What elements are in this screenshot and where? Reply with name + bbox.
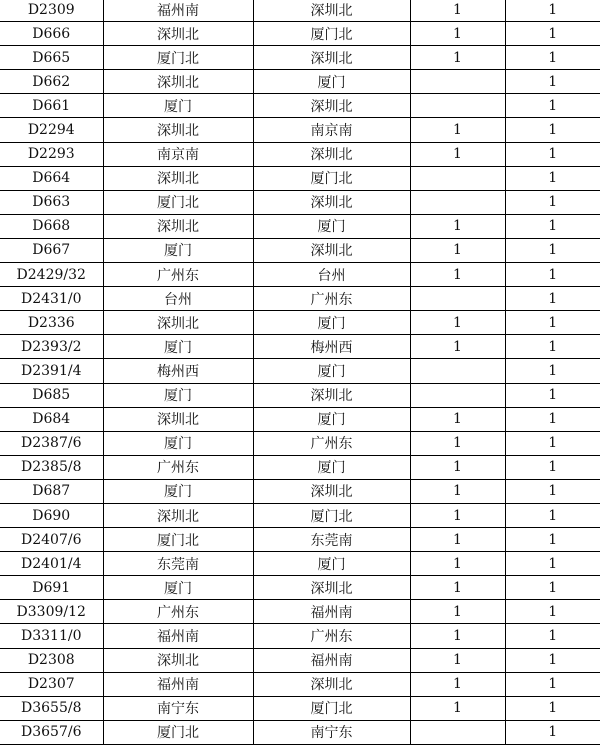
arrival-station-cell: 深圳北 (253, 142, 410, 166)
departure-station-cell: 厦门 (103, 383, 253, 407)
arrival-station-cell: 广州东 (253, 287, 410, 311)
departure-station-cell: 福州南 (103, 0, 253, 22)
train-number-cell: D2429/32 (0, 263, 103, 287)
count-a-cell: 1 (410, 118, 505, 142)
count-b-cell: 1 (505, 624, 600, 648)
departure-station-cell: 深圳北 (103, 311, 253, 335)
count-b-cell: 1 (505, 600, 600, 624)
count-b-cell: 1 (505, 22, 600, 46)
count-b-cell: 1 (505, 238, 600, 262)
table-row (0, 624, 600, 648)
arrival-station-cell: 台州 (253, 263, 410, 287)
count-a-cell: 1 (410, 0, 505, 22)
arrival-station-cell: 厦门 (253, 455, 410, 479)
table-row (0, 46, 600, 70)
train-number-cell: D685 (0, 383, 103, 407)
count-b-cell: 1 (505, 359, 600, 383)
arrival-station-cell: 厦门 (253, 214, 410, 238)
count-a-cell (410, 94, 505, 118)
departure-station-cell: 厦门北 (103, 720, 253, 744)
count-b-cell: 1 (505, 552, 600, 576)
arrival-station-cell: 福州南 (253, 648, 410, 672)
count-b-cell: 1 (505, 214, 600, 238)
arrival-station-cell: 东莞南 (253, 528, 410, 552)
arrival-station-cell: 深圳北 (253, 190, 410, 214)
departure-station-cell: 福州南 (103, 672, 253, 696)
table-row (0, 263, 600, 287)
departure-station-cell: 厦门北 (103, 190, 253, 214)
departure-station-cell: 厦门 (103, 479, 253, 503)
count-b-cell: 1 (505, 263, 600, 287)
table-row (0, 166, 600, 190)
count-b-cell: 1 (505, 287, 600, 311)
train-number-cell: D667 (0, 238, 103, 262)
count-a-cell: 1 (410, 576, 505, 600)
count-a-cell: 1 (410, 22, 505, 46)
train-number-cell: D2336 (0, 311, 103, 335)
count-a-cell: 1 (410, 624, 505, 648)
train-number-cell: D691 (0, 576, 103, 600)
count-a-cell: 1 (410, 214, 505, 238)
arrival-station-cell: 厦门 (253, 70, 410, 94)
count-a-cell (410, 70, 505, 94)
arrival-station-cell: 厦门北 (253, 166, 410, 190)
count-a-cell: 1 (410, 431, 505, 455)
count-b-cell: 1 (505, 431, 600, 455)
departure-station-cell: 南京南 (103, 142, 253, 166)
count-b-cell: 1 (505, 335, 600, 359)
train-number-cell: D662 (0, 70, 103, 94)
count-b-cell: 1 (505, 118, 600, 142)
table-row (0, 479, 600, 503)
count-a-cell (410, 287, 505, 311)
train-number-cell: D684 (0, 407, 103, 431)
table-row (0, 311, 600, 335)
table-row (0, 214, 600, 238)
count-b-cell: 1 (505, 70, 600, 94)
count-b-cell: 1 (505, 46, 600, 70)
table-row (0, 238, 600, 262)
count-a-cell (410, 166, 505, 190)
table-row (0, 407, 600, 431)
departure-station-cell: 厦门 (103, 576, 253, 600)
departure-station-cell: 深圳北 (103, 70, 253, 94)
table-row (0, 431, 600, 455)
count-a-cell (410, 359, 505, 383)
arrival-station-cell: 厦门北 (253, 503, 410, 527)
count-a-cell: 1 (410, 335, 505, 359)
count-a-cell (410, 720, 505, 744)
count-a-cell: 1 (410, 238, 505, 262)
count-a-cell: 1 (410, 696, 505, 720)
count-b-cell: 1 (505, 503, 600, 527)
arrival-station-cell: 福州南 (253, 600, 410, 624)
train-number-cell: D3309/12 (0, 600, 103, 624)
departure-station-cell: 东莞南 (103, 552, 253, 576)
departure-station-cell: 厦门北 (103, 528, 253, 552)
arrival-station-cell: 南京南 (253, 118, 410, 142)
departure-station-cell: 深圳北 (103, 214, 253, 238)
train-number-cell: D3311/0 (0, 624, 103, 648)
table-row (0, 672, 600, 696)
train-number-cell: D663 (0, 190, 103, 214)
count-a-cell: 1 (410, 600, 505, 624)
table-row (0, 118, 600, 142)
arrival-station-cell: 深圳北 (253, 238, 410, 262)
table-row (0, 648, 600, 672)
count-b-cell: 1 (505, 672, 600, 696)
count-a-cell: 1 (410, 552, 505, 576)
train-number-cell: D690 (0, 503, 103, 527)
table-row (0, 600, 600, 624)
count-b-cell: 1 (505, 407, 600, 431)
count-b-cell: 1 (505, 720, 600, 744)
count-a-cell: 1 (410, 142, 505, 166)
table-row (0, 383, 600, 407)
train-number-cell: D3655/8 (0, 696, 103, 720)
train-number-cell: D2391/4 (0, 359, 103, 383)
train-number-cell: D2307 (0, 672, 103, 696)
count-b-cell: 1 (505, 648, 600, 672)
arrival-station-cell: 广州东 (253, 624, 410, 648)
count-a-cell: 1 (410, 503, 505, 527)
train-number-cell: D2293 (0, 142, 103, 166)
departure-station-cell: 厦门北 (103, 46, 253, 70)
count-b-cell: 1 (505, 528, 600, 552)
train-number-cell: D2385/8 (0, 455, 103, 479)
count-a-cell (410, 383, 505, 407)
departure-station-cell: 福州南 (103, 624, 253, 648)
table-row (0, 0, 600, 22)
departure-station-cell: 广州东 (103, 263, 253, 287)
arrival-station-cell: 深圳北 (253, 383, 410, 407)
train-number-cell: D2431/0 (0, 287, 103, 311)
arrival-station-cell: 南宁东 (253, 720, 410, 744)
arrival-station-cell: 深圳北 (253, 479, 410, 503)
departure-station-cell: 深圳北 (103, 118, 253, 142)
count-a-cell: 1 (410, 528, 505, 552)
arrival-station-cell: 深圳北 (253, 46, 410, 70)
table-row (0, 503, 600, 527)
departure-station-cell: 厦门 (103, 94, 253, 118)
count-b-cell: 1 (505, 696, 600, 720)
table-row (0, 359, 600, 383)
arrival-station-cell: 厦门北 (253, 22, 410, 46)
count-b-cell: 1 (505, 190, 600, 214)
count-b-cell: 1 (505, 576, 600, 600)
departure-station-cell: 深圳北 (103, 648, 253, 672)
train-number-cell: D668 (0, 214, 103, 238)
count-b-cell: 1 (505, 455, 600, 479)
table-row (0, 94, 600, 118)
count-b-cell: 1 (505, 383, 600, 407)
count-a-cell (410, 190, 505, 214)
departure-station-cell: 台州 (103, 287, 253, 311)
train-number-cell: D687 (0, 479, 103, 503)
arrival-station-cell: 厦门北 (253, 696, 410, 720)
arrival-station-cell: 梅州西 (253, 335, 410, 359)
count-a-cell: 1 (410, 407, 505, 431)
table-row (0, 287, 600, 311)
count-b-cell: 1 (505, 142, 600, 166)
train-number-cell: D665 (0, 46, 103, 70)
departure-station-cell: 厦门 (103, 335, 253, 359)
count-a-cell: 1 (410, 479, 505, 503)
count-b-cell: 1 (505, 311, 600, 335)
count-a-cell: 1 (410, 672, 505, 696)
train-number-cell: D2294 (0, 118, 103, 142)
departure-station-cell: 深圳北 (103, 407, 253, 431)
train-number-cell: D666 (0, 22, 103, 46)
departure-station-cell: 广州东 (103, 455, 253, 479)
count-a-cell: 1 (410, 46, 505, 70)
arrival-station-cell: 厦门 (253, 407, 410, 431)
train-number-cell: D3657/6 (0, 720, 103, 744)
count-b-cell: 1 (505, 94, 600, 118)
table-row (0, 335, 600, 359)
departure-station-cell: 南宁东 (103, 696, 253, 720)
table-row (0, 190, 600, 214)
train-number-cell: D2387/6 (0, 431, 103, 455)
arrival-station-cell: 厦门 (253, 552, 410, 576)
table-row (0, 720, 600, 744)
arrival-station-cell: 深圳北 (253, 94, 410, 118)
train-number-cell: D2393/2 (0, 335, 103, 359)
table-row (0, 70, 600, 94)
train-number-cell: D2407/6 (0, 528, 103, 552)
train-number-cell: D2308 (0, 648, 103, 672)
arrival-station-cell: 深圳北 (253, 672, 410, 696)
count-a-cell: 1 (410, 648, 505, 672)
table-row (0, 528, 600, 552)
table-row (0, 142, 600, 166)
departure-station-cell: 梅州西 (103, 359, 253, 383)
departure-station-cell: 广州东 (103, 600, 253, 624)
train-number-cell: D664 (0, 166, 103, 190)
count-a-cell: 1 (410, 455, 505, 479)
train-number-cell: D2309 (0, 0, 103, 22)
count-a-cell: 1 (410, 263, 505, 287)
table-row (0, 552, 600, 576)
departure-station-cell: 厦门 (103, 431, 253, 455)
count-a-cell: 1 (410, 311, 505, 335)
arrival-station-cell: 深圳北 (253, 576, 410, 600)
departure-station-cell: 深圳北 (103, 503, 253, 527)
table-row (0, 576, 600, 600)
arrival-station-cell: 厦门 (253, 311, 410, 335)
arrival-station-cell: 广州东 (253, 431, 410, 455)
table-row (0, 22, 600, 46)
arrival-station-cell: 深圳北 (253, 0, 410, 22)
train-number-cell: D661 (0, 94, 103, 118)
departure-station-cell: 深圳北 (103, 166, 253, 190)
departure-station-cell: 厦门 (103, 238, 253, 262)
departure-station-cell: 深圳北 (103, 22, 253, 46)
count-b-cell: 1 (505, 479, 600, 503)
table-row (0, 455, 600, 479)
count-b-cell: 1 (505, 166, 600, 190)
train-number-cell: D2401/4 (0, 552, 103, 576)
table-row (0, 696, 600, 720)
arrival-station-cell: 厦门 (253, 359, 410, 383)
count-b-cell: 1 (505, 0, 600, 22)
